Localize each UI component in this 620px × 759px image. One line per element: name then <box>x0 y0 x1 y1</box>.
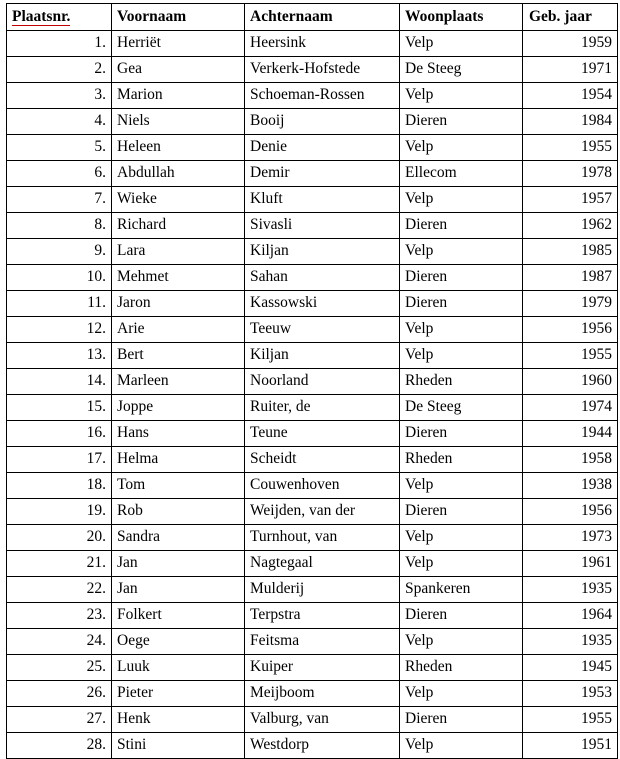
cell-geb-jaar: 1960 <box>523 369 618 395</box>
cell-plaatsnr: 7. <box>7 187 112 213</box>
cell-plaatsnr: 24. <box>7 629 112 655</box>
cell-voornaam: Hans <box>112 421 245 447</box>
cell-woonplaats: Velp <box>400 343 523 369</box>
cell-geb-jaar: 1959 <box>523 31 618 57</box>
cell-achternaam: Noorland <box>245 369 400 395</box>
table-row <box>7 473 618 499</box>
cell-voornaam: Wieke <box>112 187 245 213</box>
cell-geb-jaar: 1985 <box>523 239 618 265</box>
cell-woonplaats: Velp <box>400 629 523 655</box>
cell-voornaam: Jaron <box>112 291 245 317</box>
cell-plaatsnr: 5. <box>7 135 112 161</box>
column-header-woonplaats: Woonplaats <box>400 4 523 31</box>
cell-plaatsnr: 28. <box>7 733 112 759</box>
cell-geb-jaar: 1962 <box>523 213 618 239</box>
cell-achternaam: Scheidt <box>245 447 400 473</box>
cell-woonplaats: Ellecom <box>400 161 523 187</box>
cell-achternaam: Terpstra <box>245 603 400 629</box>
cell-voornaam: Joppe <box>112 395 245 421</box>
cell-plaatsnr: 6. <box>7 161 112 187</box>
cell-achternaam: Booij <box>245 109 400 135</box>
cell-voornaam: Arie <box>112 317 245 343</box>
cell-achternaam: Turnhout, van <box>245 525 400 551</box>
cell-geb-jaar: 1958 <box>523 447 618 473</box>
table-row <box>7 369 618 395</box>
cell-plaatsnr: 26. <box>7 681 112 707</box>
cell-plaatsnr: 16. <box>7 421 112 447</box>
cell-voornaam: Marleen <box>112 369 245 395</box>
table-row <box>7 551 618 577</box>
cell-geb-jaar: 1951 <box>523 733 618 759</box>
table-row <box>7 733 618 759</box>
cell-achternaam: Heersink <box>245 31 400 57</box>
cell-achternaam: Demir <box>245 161 400 187</box>
cell-achternaam: Kiljan <box>245 343 400 369</box>
cell-voornaam: Stini <box>112 733 245 759</box>
cell-achternaam: Kuiper <box>245 655 400 681</box>
cell-achternaam: Westdorp <box>245 733 400 759</box>
cell-voornaam: Sandra <box>112 525 245 551</box>
cell-plaatsnr: 27. <box>7 707 112 733</box>
table-row <box>7 187 618 213</box>
cell-achternaam: Mulderij <box>245 577 400 603</box>
cell-plaatsnr: 2. <box>7 57 112 83</box>
cell-voornaam: Richard <box>112 213 245 239</box>
cell-voornaam: Gea <box>112 57 245 83</box>
table-row <box>7 291 618 317</box>
cell-plaatsnr: 21. <box>7 551 112 577</box>
cell-woonplaats: Dieren <box>400 421 523 447</box>
cell-achternaam: Couwenhoven <box>245 473 400 499</box>
cell-woonplaats: De Steeg <box>400 57 523 83</box>
cell-woonplaats: De Steeg <box>400 395 523 421</box>
cell-geb-jaar: 1935 <box>523 577 618 603</box>
cell-woonplaats: Velp <box>400 551 523 577</box>
cell-woonplaats: Velp <box>400 317 523 343</box>
cell-achternaam: Kiljan <box>245 239 400 265</box>
table-row <box>7 317 618 343</box>
cell-geb-jaar: 1954 <box>523 83 618 109</box>
table-row <box>7 343 618 369</box>
cell-geb-jaar: 1961 <box>523 551 618 577</box>
table-header-row <box>7 4 618 31</box>
table-row <box>7 499 618 525</box>
cell-voornaam: Bert <box>112 343 245 369</box>
table-row <box>7 57 618 83</box>
cell-plaatsnr: 15. <box>7 395 112 421</box>
cell-achternaam: Denie <box>245 135 400 161</box>
table-row <box>7 525 618 551</box>
cell-geb-jaar: 1956 <box>523 317 618 343</box>
cell-woonplaats: Dieren <box>400 265 523 291</box>
cell-plaatsnr: 22. <box>7 577 112 603</box>
cell-plaatsnr: 17. <box>7 447 112 473</box>
cell-plaatsnr: 4. <box>7 109 112 135</box>
cell-woonplaats: Rheden <box>400 369 523 395</box>
cell-achternaam: Nagtegaal <box>245 551 400 577</box>
cell-geb-jaar: 1987 <box>523 265 618 291</box>
cell-plaatsnr: 1. <box>7 31 112 57</box>
table-row <box>7 83 618 109</box>
cell-voornaam: Niels <box>112 109 245 135</box>
table-row <box>7 603 618 629</box>
cell-voornaam: Rob <box>112 499 245 525</box>
table-row <box>7 109 618 135</box>
cell-voornaam: Tom <box>112 473 245 499</box>
cell-woonplaats: Spankeren <box>400 577 523 603</box>
cell-achternaam: Sahan <box>245 265 400 291</box>
cell-woonplaats: Velp <box>400 135 523 161</box>
table-row <box>7 681 618 707</box>
cell-achternaam: Meijboom <box>245 681 400 707</box>
cell-geb-jaar: 1957 <box>523 187 618 213</box>
cell-achternaam: Kluft <box>245 187 400 213</box>
table-row <box>7 135 618 161</box>
cell-woonplaats: Velp <box>400 31 523 57</box>
cell-achternaam: Feitsma <box>245 629 400 655</box>
column-header-plaatsnr <box>7 4 112 31</box>
table-row <box>7 213 618 239</box>
table-row <box>7 239 618 265</box>
cell-achternaam: Ruiter, de <box>245 395 400 421</box>
table-row <box>7 707 618 733</box>
cell-plaatsnr: 12. <box>7 317 112 343</box>
cell-geb-jaar: 1974 <box>523 395 618 421</box>
cell-achternaam: Valburg, van <box>245 707 400 733</box>
cell-plaatsnr: 3. <box>7 83 112 109</box>
cell-voornaam: Luuk <box>112 655 245 681</box>
cell-geb-jaar: 1953 <box>523 681 618 707</box>
cell-voornaam: Folkert <box>112 603 245 629</box>
cell-voornaam: Pieter <box>112 681 245 707</box>
table-body <box>7 31 618 759</box>
cell-woonplaats: Dieren <box>400 291 523 317</box>
cell-voornaam: Marion <box>112 83 245 109</box>
cell-voornaam: Mehmet <box>112 265 245 291</box>
column-header-voornaam: Voornaam <box>112 4 245 31</box>
cell-voornaam: Herriët <box>112 31 245 57</box>
column-header-geb-jaar: Geb. jaar <box>523 4 618 31</box>
cell-geb-jaar: 1955 <box>523 707 618 733</box>
table-row <box>7 31 618 57</box>
cell-woonplaats: Velp <box>400 525 523 551</box>
cell-woonplaats: Dieren <box>400 707 523 733</box>
cell-plaatsnr: 9. <box>7 239 112 265</box>
cell-plaatsnr: 19. <box>7 499 112 525</box>
cell-plaatsnr: 20. <box>7 525 112 551</box>
cell-plaatsnr: 11. <box>7 291 112 317</box>
cell-plaatsnr: 14. <box>7 369 112 395</box>
cell-woonplaats: Rheden <box>400 447 523 473</box>
cell-voornaam: Lara <box>112 239 245 265</box>
cell-geb-jaar: 1984 <box>523 109 618 135</box>
cell-geb-jaar: 1938 <box>523 473 618 499</box>
table-row <box>7 577 618 603</box>
table-row <box>7 265 618 291</box>
cell-achternaam: Schoeman-Rossen <box>245 83 400 109</box>
cell-geb-jaar: 1964 <box>523 603 618 629</box>
cell-woonplaats: Velp <box>400 733 523 759</box>
cell-geb-jaar: 1979 <box>523 291 618 317</box>
cell-woonplaats: Dieren <box>400 499 523 525</box>
column-header-achternaam: Achternaam <box>245 4 400 31</box>
cell-geb-jaar: 1935 <box>523 629 618 655</box>
cell-woonplaats: Velp <box>400 239 523 265</box>
cell-woonplaats: Velp <box>400 83 523 109</box>
cell-geb-jaar: 1973 <box>523 525 618 551</box>
cell-plaatsnr: 23. <box>7 603 112 629</box>
table-row <box>7 447 618 473</box>
cell-voornaam: Jan <box>112 551 245 577</box>
table-row <box>7 655 618 681</box>
cell-achternaam: Kassowski <box>245 291 400 317</box>
cell-woonplaats: Dieren <box>400 603 523 629</box>
column-header-plaatsnr-label: Plaatsnr. <box>12 7 71 25</box>
cell-plaatsnr: 13. <box>7 343 112 369</box>
table-header <box>7 4 618 31</box>
cell-plaatsnr: 18. <box>7 473 112 499</box>
cell-plaatsnr: 8. <box>7 213 112 239</box>
table-row <box>7 629 618 655</box>
cell-geb-jaar: 1955 <box>523 343 618 369</box>
cell-geb-jaar: 1978 <box>523 161 618 187</box>
table-row <box>7 395 618 421</box>
cell-achternaam: Verkerk-Hofstede <box>245 57 400 83</box>
cell-woonplaats: Velp <box>400 473 523 499</box>
cell-woonplaats: Velp <box>400 681 523 707</box>
cell-geb-jaar: 1956 <box>523 499 618 525</box>
cell-woonplaats: Dieren <box>400 109 523 135</box>
cell-geb-jaar: 1944 <box>523 421 618 447</box>
cell-achternaam: Weijden, van der <box>245 499 400 525</box>
table-row <box>7 161 618 187</box>
cell-woonplaats: Rheden <box>400 655 523 681</box>
cell-woonplaats: Dieren <box>400 213 523 239</box>
cell-achternaam: Teeuw <box>245 317 400 343</box>
cell-voornaam: Henk <box>112 707 245 733</box>
cell-plaatsnr: 10. <box>7 265 112 291</box>
cell-voornaam: Helma <box>112 447 245 473</box>
cell-plaatsnr: 25. <box>7 655 112 681</box>
cell-achternaam: Sivasli <box>245 213 400 239</box>
cell-geb-jaar: 1955 <box>523 135 618 161</box>
cell-achternaam: Teune <box>245 421 400 447</box>
cell-voornaam: Oege <box>112 629 245 655</box>
cell-voornaam: Jan <box>112 577 245 603</box>
cell-geb-jaar: 1945 <box>523 655 618 681</box>
participants-table <box>6 3 618 759</box>
cell-geb-jaar: 1971 <box>523 57 618 83</box>
cell-voornaam: Heleen <box>112 135 245 161</box>
cell-voornaam: Abdullah <box>112 161 245 187</box>
cell-woonplaats: Velp <box>400 187 523 213</box>
table-row <box>7 421 618 447</box>
